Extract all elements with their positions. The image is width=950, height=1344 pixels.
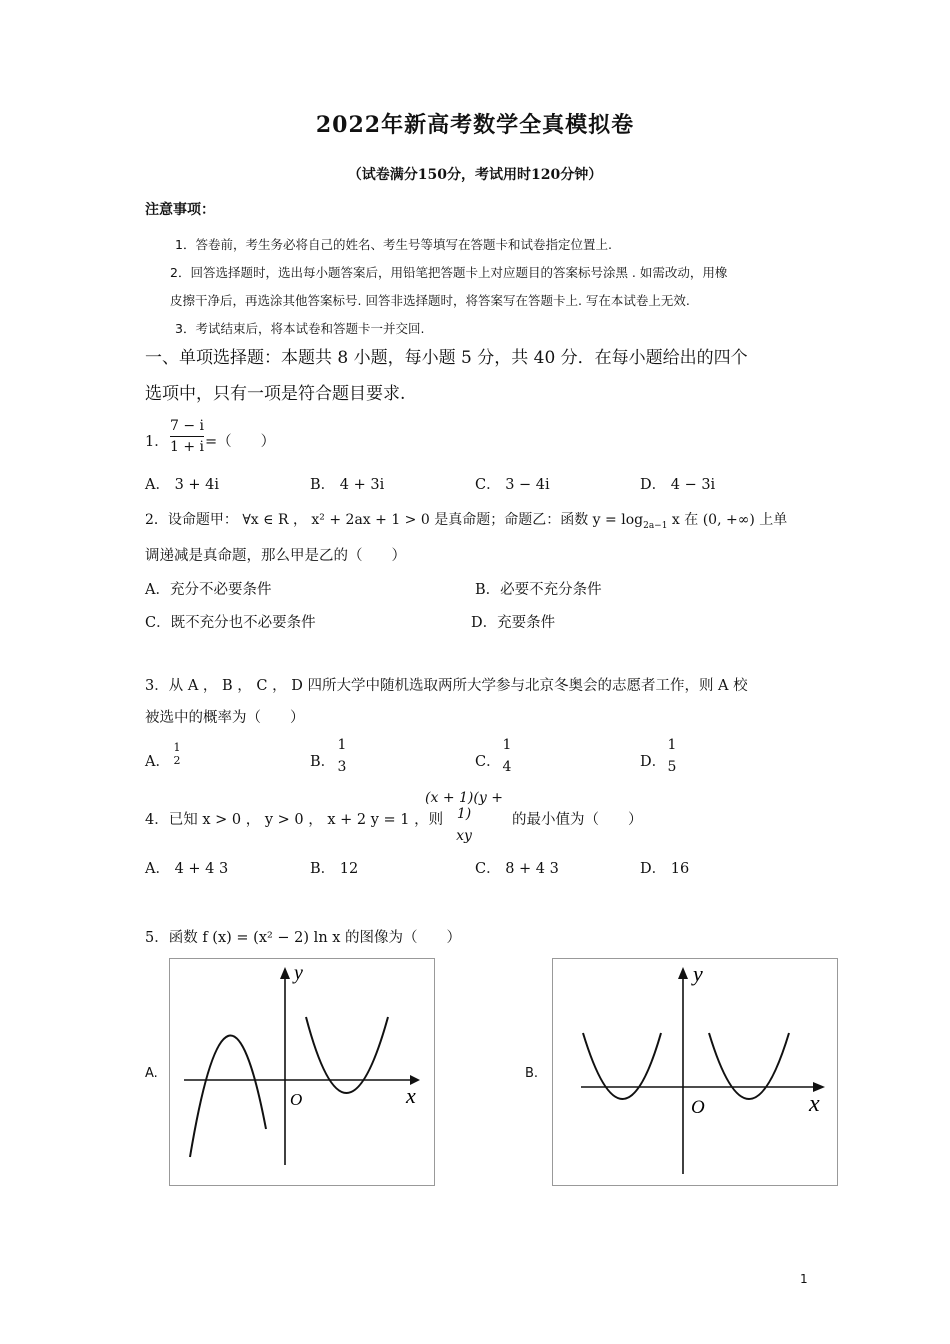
- q3-option-a-label: A．: [145, 754, 170, 770]
- q4-numerator: (x + 1)(y + 1): [425, 790, 503, 822]
- q3-c-den: 4: [502, 759, 512, 775]
- graph-a-label: A.: [145, 1066, 158, 1081]
- graph-b-left-curve: [583, 1033, 661, 1099]
- q4-fraction: [418, 790, 510, 844]
- q3-c-num: 1: [502, 737, 512, 753]
- notice-heading: 注意事项：: [145, 202, 215, 218]
- graph-a-x-label: x: [406, 1083, 416, 1108]
- q3-line2: 被选中的概率为（ ）: [145, 710, 305, 726]
- graph-a-left-curve: [190, 1036, 266, 1157]
- q3-b-num: 1: [337, 737, 347, 753]
- q1-tail: =（ ）: [205, 434, 276, 450]
- q2-option-a: A．充分不必要条件: [145, 582, 272, 598]
- graph-b-origin: O: [691, 1097, 705, 1118]
- section-heading-line2: 选项中，只有一项是符合题目要求.: [145, 384, 406, 404]
- fraction-bar: [170, 436, 204, 437]
- q3-d-den: 5: [667, 759, 677, 775]
- section-heading-line1: 一、单项选择题：本题共 8 小题，每小题 5 分，共 40 分．在每小题给出的四个: [145, 348, 748, 368]
- q3-a-den: 2: [173, 754, 181, 767]
- q3-option-b-frac: [335, 737, 349, 775]
- q2-option-d: D．充要条件: [471, 615, 556, 631]
- q1-numerator: 7 − i: [170, 418, 205, 434]
- q2-text-b: x 在 (0, +∞) 上单: [667, 512, 788, 528]
- q3-option-d-label: D．: [640, 754, 667, 770]
- q2-line1: [145, 509, 787, 531]
- q3-a-num: 1: [173, 741, 181, 754]
- q3-option-c-label: C．: [475, 754, 501, 770]
- q2-log-base: 2a−1: [643, 520, 668, 531]
- q2-option-c: C．既不充分也不必要条件: [145, 615, 316, 631]
- graph-b-svg: [553, 959, 837, 1185]
- q4-option-b: B． 12: [310, 861, 359, 877]
- q1-fraction: [170, 418, 204, 455]
- q1-option-a: A． 3 + 4i: [145, 477, 220, 493]
- note-2-cont: 皮擦干净后，再选涂其他答案标号. 回答非选择题时，将答案写在答题卡上. 写在本试卷上无效.: [170, 293, 690, 308]
- q3-b-den: 3: [337, 759, 347, 775]
- q2-option-b: B．必要不充分条件: [475, 582, 602, 598]
- q2-text-a: 2．设命题甲： ∀x ∈ R ， x² + 2ax + 1 > 0 是真命题；命题乙：函数 y = log: [145, 512, 644, 528]
- graph-a: [169, 958, 435, 1186]
- q4-option-a: A． 4 + 4 3: [145, 861, 229, 877]
- q4-option-d: D． 16: [640, 861, 690, 877]
- q1-option-b: B． 4 + 3i: [310, 477, 385, 493]
- q1-denominator: 1 + i: [170, 439, 205, 455]
- q5-text: 5．函数 f (x) = (x² − 2) ln x 的图像为（ ）: [145, 930, 462, 946]
- q3-option-b-label: B．: [310, 754, 336, 770]
- graph-a-y-label: y: [294, 962, 303, 984]
- q1-option-c: C． 3 − 4i: [475, 477, 550, 493]
- graph-b: [552, 958, 838, 1186]
- graph-b-y-arrow: [678, 967, 688, 979]
- graph-a-origin: O: [290, 1090, 303, 1109]
- note-2: 2．回答选择题时，选出每小题答案后，用铅笔把答题卡上对应题目的答案标号涂黑 . 如需改动，用橡: [170, 265, 728, 280]
- q4-lead: 4．已知 x > 0 ， y > 0 ， x + 2 y = 1 ，则: [145, 812, 444, 828]
- graph-b-y-label: y: [693, 961, 703, 986]
- q4-tail: 的最小值为（ ）: [512, 812, 643, 828]
- q3-option-d-frac: [665, 737, 679, 775]
- q3-option-a-frac: [170, 741, 184, 767]
- page-title: 2022年新高考数学全真模拟卷: [315, 112, 635, 138]
- q3-option-c-frac: [500, 737, 514, 775]
- graph-a-svg: [170, 959, 434, 1185]
- exam-subtitle: （试卷满分150分，考试用时120分钟）: [347, 167, 603, 183]
- graph-a-y-arrow: [280, 967, 290, 979]
- note-3: 3．考试结束后，将本试卷和答题卡一并交回.: [175, 321, 425, 336]
- q3-line1: 3．从 A ， B ， C ， D 四所大学中随机选取两所大学参与北京冬奥会的志愿者工作，则 A 校: [145, 678, 748, 694]
- graph-b-right-curve: [709, 1033, 789, 1099]
- q3-d-num: 1: [667, 737, 677, 753]
- note-1: 1．答卷前，考生务必将自己的姓名、考生号等填写在答题卡和试卷指定位置上.: [175, 237, 612, 252]
- graph-b-x-label: x: [809, 1091, 820, 1117]
- q1-number: 1．: [145, 434, 169, 450]
- graph-a-right-curve: [306, 1017, 388, 1093]
- graph-b-label: B.: [525, 1066, 539, 1081]
- q1-option-d: D． 4 − 3i: [640, 477, 716, 493]
- q2-line2: 调递减是真命题，那么甲是乙的（ ）: [145, 548, 406, 564]
- page-number: 1: [800, 1272, 808, 1286]
- q4-option-c: C． 8 + 4 3: [475, 861, 559, 877]
- q4-denominator: xy: [456, 828, 472, 844]
